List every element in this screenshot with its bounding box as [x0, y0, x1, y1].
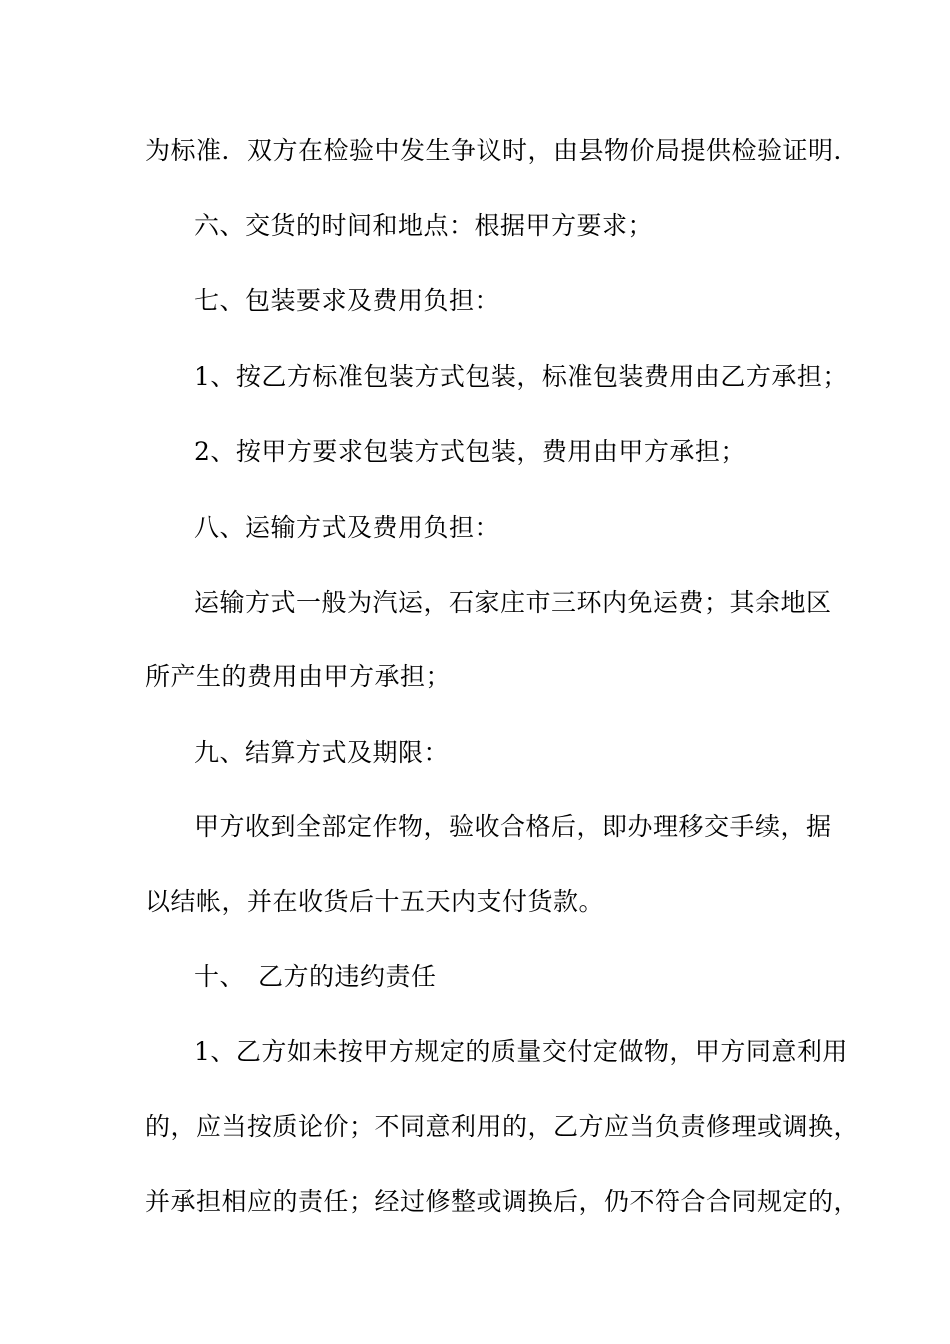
settlement-paragraph-line-2: 以结帐，并在收货后十五天内支付货款。 — [145, 887, 605, 916]
section-heading-seven: 七、包装要求及费用负担： — [194, 286, 501, 315]
section-heading-nine: 九、结算方式及期限： — [194, 738, 450, 767]
settlement-paragraph-line-1: 甲方收到全部定作物，验收合格后，即办理移交手续，据 — [194, 812, 832, 841]
section-heading-eight: 八、运输方式及费用负担： — [194, 513, 501, 542]
packaging-item-2: 2、按甲方要求包装方式包装，费用由甲方承担； — [194, 437, 746, 466]
liability-paragraph-line-2: 的，应当按质论价；不同意利用的，乙方应当负责修理或调换， — [145, 1112, 860, 1141]
packaging-item-1: 1、按乙方标准包装方式包装，标准包装费用由乙方承担； — [194, 362, 848, 391]
transport-paragraph-line-1: 运输方式一般为汽运，石家庄市三环内免运费；其余地区 — [194, 588, 832, 617]
section-heading-six: 六、交货的时间和地点：根据甲方要求； — [194, 211, 654, 240]
section-heading-ten: 十、 乙方的违约责任 — [194, 962, 437, 991]
paragraph-line-1: 为标准．双方在检验中发生争议时，由县物价局提供检验证明． — [145, 136, 860, 165]
liability-paragraph-line-1: 1、乙方如未按甲方规定的质量交付定做物，甲方同意利用 — [194, 1037, 848, 1066]
liability-paragraph-line-3: 并承担相应的责任；经过修整或调换后，仍不符合合同规定的， — [145, 1187, 860, 1216]
transport-paragraph-line-2: 所产生的费用由甲方承担； — [145, 662, 452, 691]
